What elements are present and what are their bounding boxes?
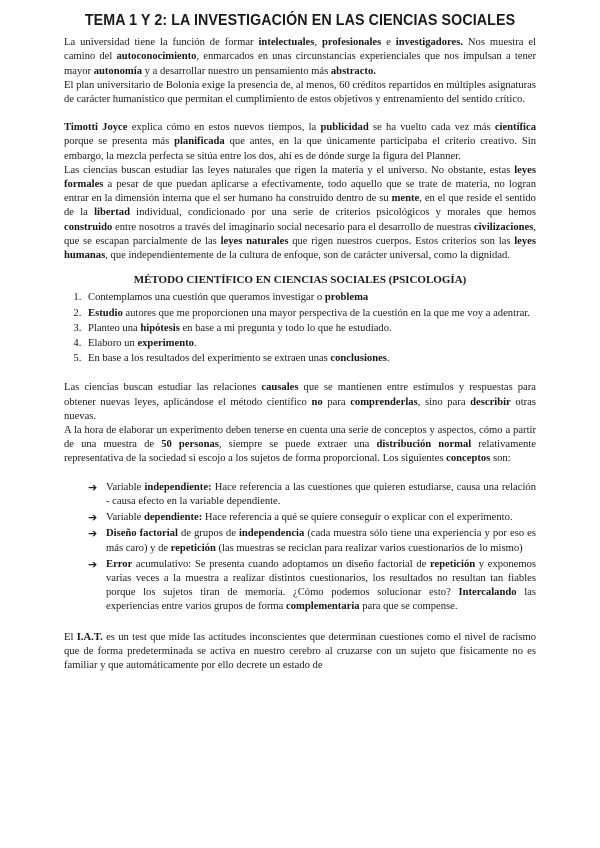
- bold-term: causales: [261, 382, 299, 394]
- text: La universidad tiene la función de formar: [64, 37, 259, 49]
- text: y a desarrollar nuestro un pensamiento más: [142, 65, 331, 77]
- page-title: TEMA 1 Y 2: LA INVESTIGACIÓN EN LAS CIENCIAS SOCIALES: [84, 12, 516, 29]
- text: autores que me proporcionen una mayor perspectiva de la cuestión en la que me voy a adentrar.: [122, 307, 530, 319]
- text: entre nosotros a través del imaginario social necesario para el desarrollo de nuestras: [112, 221, 474, 233]
- spacer: [64, 467, 536, 481]
- text: Variable: [106, 481, 145, 493]
- arrow-right-icon: ➔: [88, 527, 98, 541]
- bold-term: experimento: [137, 338, 194, 350]
- text: El: [64, 631, 77, 643]
- text: Las ciencias buscan estudiar las leyes naturales que rigen la materia y el universo. No obstante, estas: [64, 164, 515, 176]
- bold-term: científica: [494, 122, 536, 134]
- text: A la hora de elaborar un experimento deben tenerse en cuenta una serie de conceptos y aspectos, cómo a partir de una muestra de: [64, 425, 536, 451]
- text: para: [322, 396, 351, 408]
- bold-term: conclusiones: [330, 353, 387, 365]
- text: que se mantienen entre estímulos y respuestas para obtener nuevas leyes, aplicándose el método científico: [64, 382, 536, 408]
- arrow-right-icon: ➔: [88, 557, 98, 571]
- text: .: [193, 338, 197, 350]
- text: , en el que reside el sentido de la: [64, 193, 536, 219]
- bold-term: no: [311, 396, 323, 408]
- bold-term: independiente:: [144, 481, 212, 493]
- arrow-right-icon: ➔: [88, 480, 98, 494]
- text: para que se compense.: [359, 601, 458, 613]
- text: (las muestras se reciclan para realizar varios cuestionarios de lo mismo): [215, 542, 523, 554]
- bold-term: libertad: [94, 207, 130, 219]
- text: las experiencias entre varios grupos de forma: [106, 587, 536, 613]
- bold-term: complementaria: [286, 601, 360, 613]
- bold-term: comprenderlas: [350, 396, 418, 408]
- list-item: [84, 322, 536, 336]
- section-heading-method: MÉTODO CIENTÍFICO EN CIENCIAS SOCIALES (PSICOLOGÍA): [133, 274, 467, 287]
- text: son:: [490, 453, 511, 465]
- list-item: [88, 481, 536, 509]
- text: es un test que mide las actitudes inconscientes que determinan cuestiones como el nivel de racismo que de forma predeterminada se activa en nuestro cerebro al cruzarse con un sujeto que físicamente no es familiar y que automáticamente por ello decrete un estado de: [64, 631, 536, 671]
- bold-term: independencia: [238, 528, 305, 540]
- bold-term: repetición: [170, 542, 216, 554]
- list-item: [84, 291, 536, 305]
- arrow-right-icon: ➔: [88, 511, 98, 525]
- paragraph-joyce: [64, 121, 536, 164]
- bold-term: Error: [106, 558, 133, 570]
- text: e: [381, 37, 396, 49]
- bold-term: publicidad: [320, 122, 369, 134]
- bold-term: planificada: [174, 136, 225, 148]
- list-item: [84, 337, 536, 351]
- text: , que independientemente de la cultura de enfoque, son de carácter universal, como la dignidad.: [105, 250, 510, 262]
- spacer: [64, 617, 536, 631]
- list-item: [88, 558, 536, 615]
- bold-term: Estudio: [88, 307, 123, 319]
- text: individual, condicionado por una serie de criterios psicológicos y morales que hemos: [129, 207, 536, 219]
- paragraph-experimento: [64, 424, 536, 467]
- bold-term: autoconocimiento: [116, 51, 197, 63]
- bold-term: intelectuales: [258, 37, 315, 49]
- list-item: [88, 527, 536, 555]
- text: otras nuevas.: [64, 396, 536, 422]
- text: a pesar de que puedan aplicarse a efectivamente, todo aquello que se trate de materia, no logran entrar en la dimensión interna que el ser humano ha construido dentro de su: [64, 179, 536, 205]
- paragraph-leyes: [64, 164, 536, 263]
- bold-term: Diseño factorial: [106, 528, 178, 540]
- bold-term: conceptos: [446, 453, 491, 465]
- bold-term: distribución normal: [376, 439, 472, 451]
- text: en base a mi pregunta y todo lo que he estudiado.: [179, 322, 392, 334]
- text: Hace referencia a qué se quiere conseguir o explicar con el experimento.: [202, 512, 513, 524]
- text: Elaboro un: [88, 338, 138, 350]
- concepts-list: [64, 481, 536, 615]
- text: Contemplamos una cuestión que queramos investigar o: [88, 292, 325, 304]
- bold-term: Timotti Joyce: [64, 122, 128, 134]
- method-steps-list: [64, 291, 536, 366]
- text: Nos muestra el camino del: [64, 37, 537, 63]
- text: se ha vuelto cada vez más: [368, 122, 495, 134]
- bold-term: repetición: [430, 558, 476, 570]
- bold-term: leyes naturales: [220, 235, 289, 247]
- bold-term: profesionales: [321, 37, 382, 49]
- bold-term: leyes formales: [64, 164, 536, 191]
- text: que antes, en la que únicamente participaba el criterio creativo. Sin embargo, la mezcla perfecta se sitúa entre los dos, ahí es de dónde surge la figura del Planner.: [64, 136, 536, 162]
- text: En base a los resultados del experimento se extraen unas: [88, 353, 331, 365]
- text: , siempre se puede extraer una: [218, 439, 377, 451]
- list-item: [84, 307, 536, 321]
- bold-term: autonomía: [93, 65, 142, 77]
- bold-term: hipótesis: [140, 322, 180, 334]
- list-item: [88, 511, 536, 525]
- text: .: [386, 353, 390, 365]
- bold-term: problema: [324, 292, 369, 304]
- bold-term: abstracto.: [330, 65, 376, 77]
- text: explica cómo en estos nuevos tiempos, la: [127, 122, 321, 134]
- text: Las ciencias buscan estudiar las relaciones: [64, 382, 262, 394]
- text: y exponemos varias veces a la muestra a realizar distintos cuestionarios, los resultados no resultan tan fiables porque los sujetos tiran de memoria. ¿Cómo podemos solucionar esto?: [106, 558, 536, 599]
- bold-term: leyes humanas: [64, 235, 537, 262]
- spacer: [64, 367, 536, 381]
- text: (cada muestra sólo tiene una experiencia y por eso es más caro) y de: [106, 528, 536, 554]
- text: ,: [314, 37, 322, 49]
- text: , sino para: [417, 396, 471, 408]
- text: Variable: [106, 512, 144, 524]
- text: , que se escapan parcialmente de las: [64, 221, 536, 247]
- bold-term: construido: [64, 221, 113, 233]
- text: relativamente representativa de la sociedad si escojo a los sujetos de forma proporcional. Los siguientes: [64, 439, 536, 465]
- paragraph-university: [64, 36, 536, 79]
- bold-term: mente: [391, 193, 420, 205]
- bold-term: Intercalando: [458, 587, 517, 599]
- text: de grupos de: [177, 528, 239, 540]
- bold-term: I.A.T.: [76, 631, 103, 643]
- bold-term: describir: [470, 396, 511, 408]
- text: Hace referencia a las cuestiones que quieren estudiarse, causa una relación - causa efecto en la variable dependiente.: [106, 481, 536, 507]
- text: porque se presenta más: [64, 136, 175, 148]
- spacer: [64, 107, 536, 121]
- paragraph-bolonia: El plan universitario de Bolonia exige la presencia de, al menos, 60 créditos repartidos en múltiples asignaturas de carácter humanístico que permitan el cumplimiento de estos objetivos y entrenamiento del sentido crítico.: [64, 79, 536, 106]
- bold-term: 50 personas: [161, 439, 219, 451]
- text: que rigen nuestros cuerpos. Estos criterios son las: [288, 235, 515, 247]
- paragraph-causales: [64, 381, 536, 424]
- bold-term: civilizaciones: [473, 221, 534, 233]
- text: acumulativo: Se presenta cuando adoptamos un diseño factorial de: [132, 558, 431, 570]
- text: Planteo una: [88, 322, 141, 334]
- bold-term: investigadores.: [395, 37, 463, 49]
- list-item: [84, 352, 536, 366]
- bold-term: dependiente:: [143, 512, 203, 524]
- paragraph-iat: [64, 631, 536, 674]
- text: , enmarcados en unas circunstancias experienciales que nos impulsan a tener mayor: [64, 51, 536, 77]
